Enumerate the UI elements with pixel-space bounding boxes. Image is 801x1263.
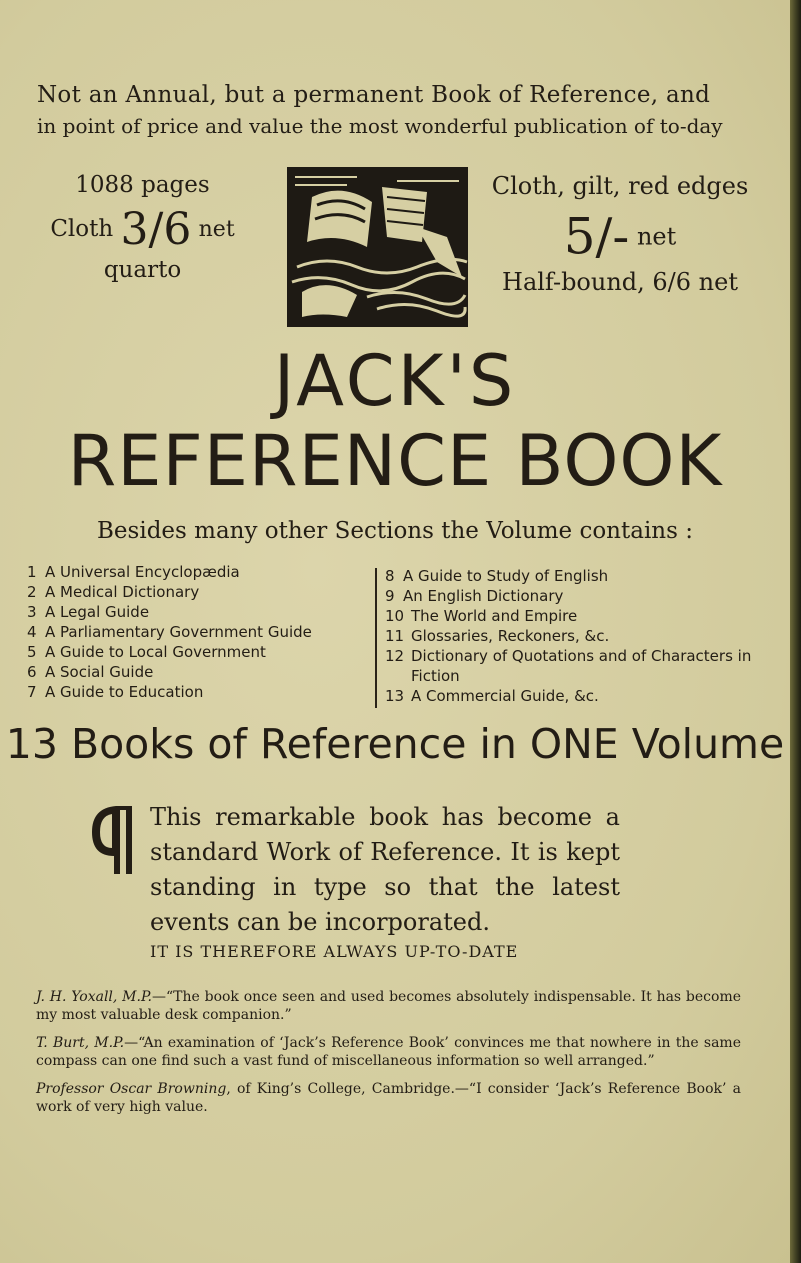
title-line-1: JACK'S: [273, 340, 517, 422]
ship-vignette-icon: [287, 167, 468, 327]
column-divider: [375, 568, 377, 708]
list-item: 12 Dictionary of Quotations and of Characters in Fiction: [385, 647, 752, 685]
pilcrow-icon: [86, 800, 146, 880]
gilt-edition-label: Cloth, gilt, red edges: [491, 172, 749, 200]
gilt-net: net: [636, 222, 677, 251]
testimonial: J. H. Yoxall, M.P.—“The book once seen and used becomes absolutely indispensable. It has become my most valuable desk companion.”: [36, 989, 742, 1023]
testimonial: Professor Oscar Browning, of King’s College, Cambridge.—“I consider ‘Jack’s Reference Book’ a work of very high value.: [36, 1081, 742, 1115]
up-to-date-line: IT IS THEREFORE ALWAYS UP-TO-DATE: [150, 942, 519, 961]
headline: 13 Books of Reference in ONE Volume: [5, 720, 785, 768]
list-item: 5 A Guide to Local Government: [27, 643, 266, 661]
testimonials: [36, 988, 741, 1126]
gilt-price-line: [480, 200, 760, 272]
cloth-price-line: [40, 204, 245, 255]
list-item: 10 The World and Empire: [385, 607, 578, 625]
testimonial: T. Burt, M.P.—“An examination of ‘Jack’s Reference Book’ convinces me that nowhere in the same compass can one find such a vast fund of miscellaneous information so well arranged.”: [36, 1035, 741, 1069]
half-bound-price: Half-bound, 6/6 net: [502, 267, 738, 296]
list-item: 11 Glossaries, Reckoners, &c.: [385, 627, 610, 645]
cloth-edition-block: [40, 172, 245, 283]
contents-intro: Besides many other Sections the Volume contains :: [97, 518, 693, 544]
list-item: 13 A Commercial Guide, &c.: [385, 687, 599, 705]
list-item: 8 A Guide to Study of English: [385, 567, 609, 585]
header-line-2: in point of price and value the most wonderful publication of to-day: [37, 114, 723, 138]
contents-list-left: [27, 562, 372, 702]
list-item: 7 A Guide to Education: [27, 683, 204, 701]
remark-paragraph: This remarkable book has become a standard Work of Reference. It is kept standing in type so that the latest events can be incorporated.: [150, 803, 620, 936]
list-item: 2 A Medical Dictionary: [27, 583, 200, 601]
list-item: 3 A Legal Guide: [27, 603, 150, 621]
list-item: 9 An English Dictionary: [385, 587, 564, 605]
list-item: 4 A Parliamentary Government Guide: [27, 623, 312, 641]
header-line-1: Not an Annual, but a permanent Book of Reference, and: [37, 82, 711, 108]
list-item: 6 A Social Guide: [27, 663, 154, 681]
page-count: 1088 pages: [75, 172, 210, 198]
cloth-price: 3/6: [120, 204, 192, 255]
format-label: quarto: [103, 257, 182, 283]
title-line-2: REFERENCE BOOK: [67, 420, 723, 502]
gilt-price: 5/-: [563, 207, 630, 266]
page-edge: [790, 0, 801, 1263]
cloth-net: net: [198, 217, 235, 242]
cloth-label: Cloth: [50, 216, 114, 242]
contents-list-right: [385, 566, 755, 706]
gilt-edition-block: [480, 172, 760, 296]
list-item: 1 A Universal Encyclopædia: [27, 563, 240, 581]
